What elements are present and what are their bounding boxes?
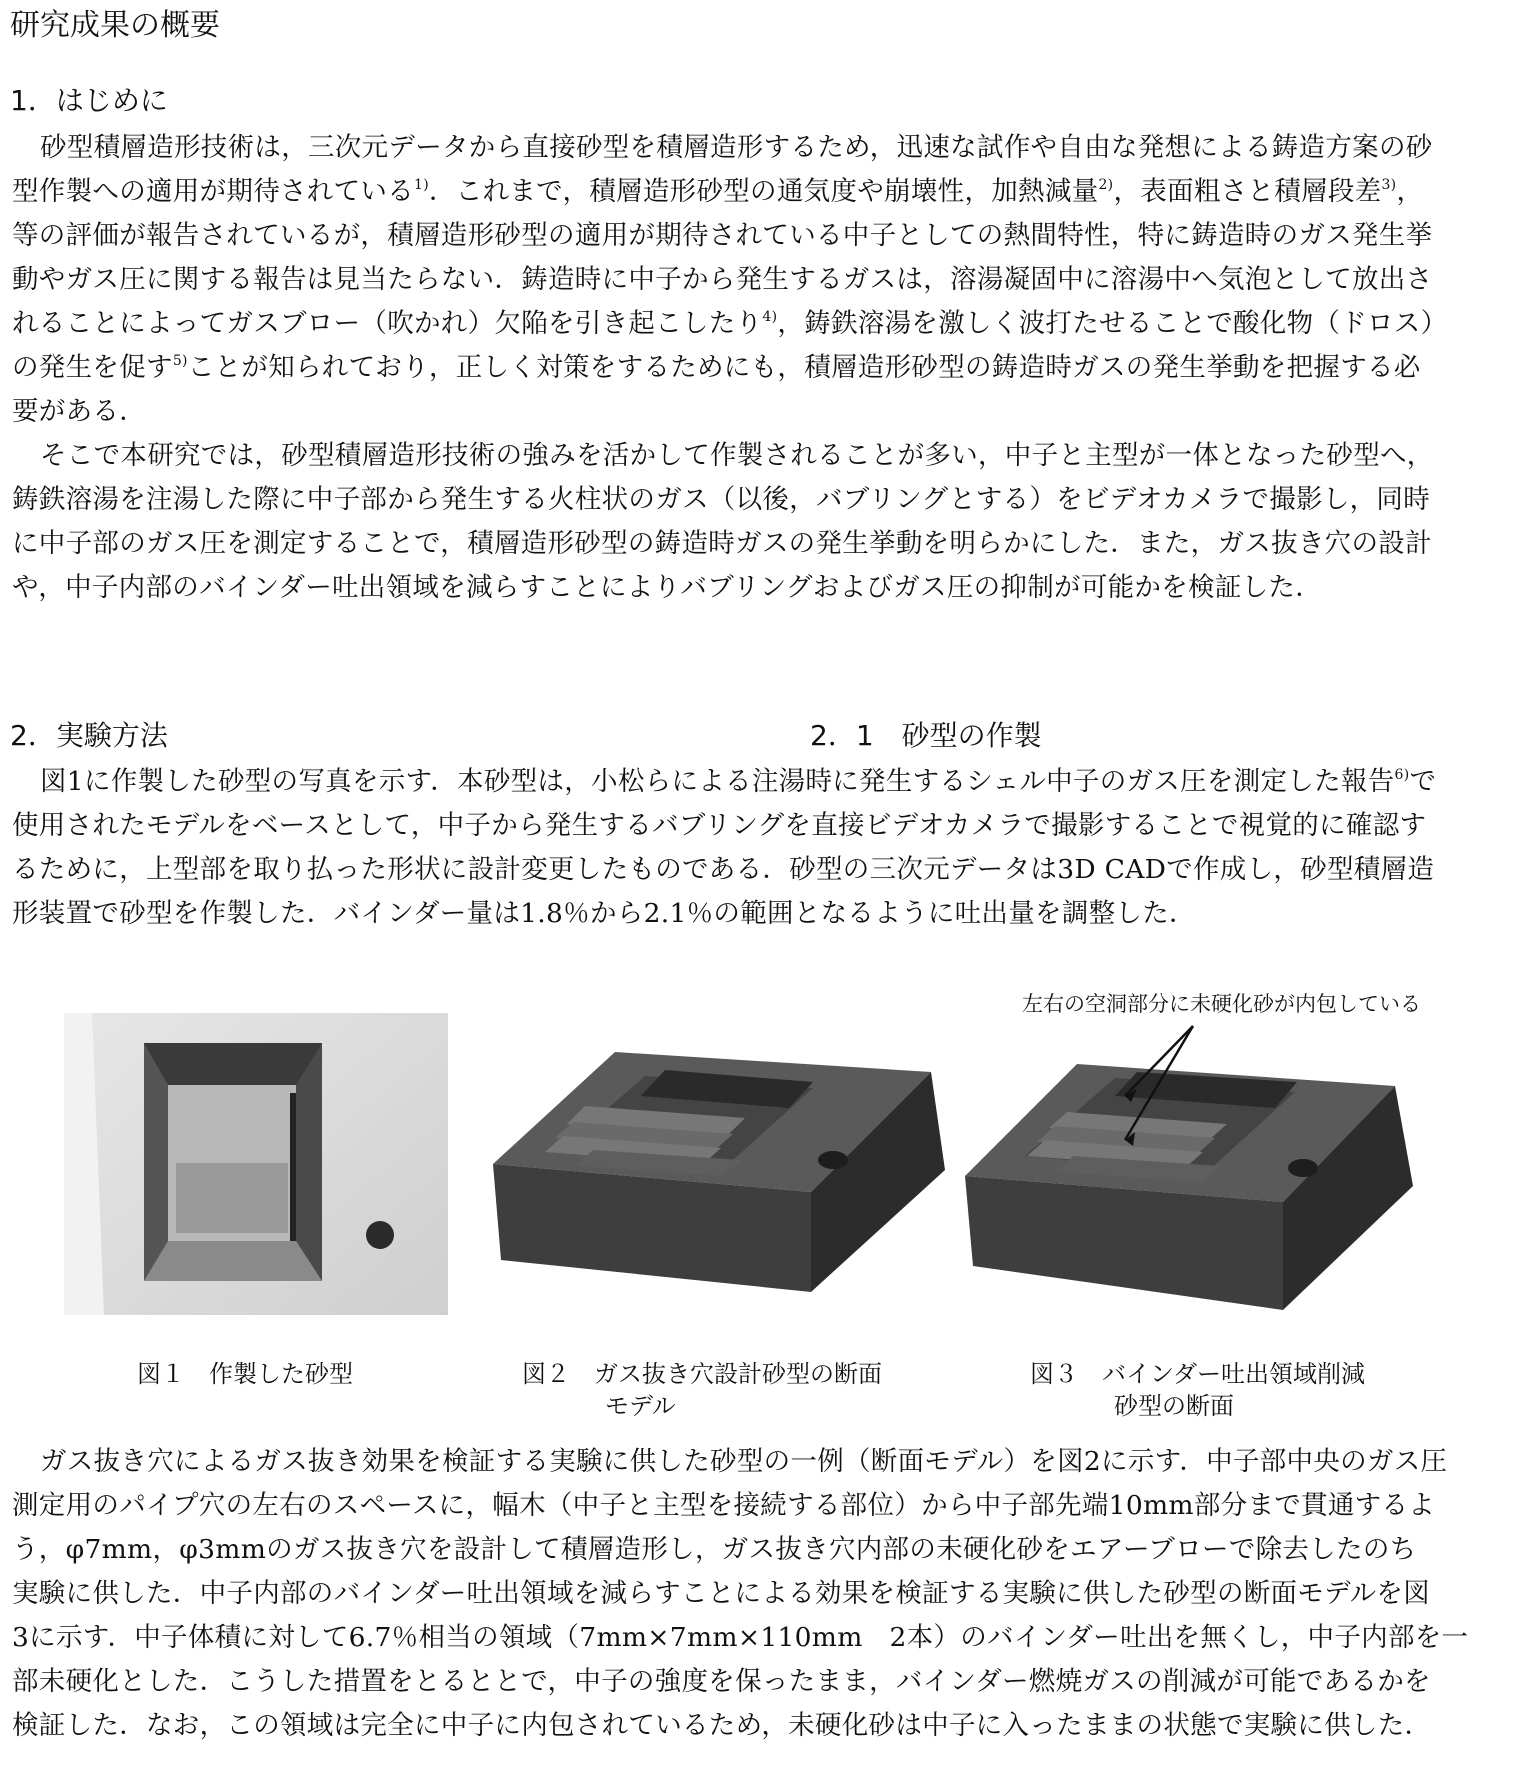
reference-mark: 6): [1394, 767, 1410, 783]
text-line: 等の評価が報告されているが，積層造形砂型の適用が期待されている中子としての熱間特性，特に鋳造時のガス発生挙: [12, 220, 1433, 251]
text-line: 3に示す．中子体積に対して6.7％相当の領域（7mm×7mm×110mm 2本）のバインダー吐出を無くし，中子内部を一: [12, 1622, 1469, 1653]
reference-mark: 3): [1381, 177, 1397, 193]
figure-1-caption: 図１ 作製した砂型: [137, 1360, 353, 1388]
section-heading-introduction: 1．はじめに: [10, 84, 168, 117]
reference-mark: 2): [1098, 177, 1114, 193]
page-title: 研究成果の概要: [10, 8, 220, 43]
figure-2-caption: 図２ ガス抜き穴設計砂型の断面: [522, 1360, 882, 1388]
reference-mark: 4): [762, 309, 778, 325]
text-line: るために，上型部を取り払った形状に設計変更したものである．砂型の三次元データは3D CADで作成し，砂型積層造: [12, 854, 1435, 885]
text-line: そこで本研究では，砂型積層造形技術の強みを活かして作製されることが多い，中子と主型が一体となった砂型へ，: [40, 440, 1434, 471]
text-line: 測定用のパイプ穴の左右のスペースに，幅木（中子と主型を接続する部位）から中子部先端10mm部分まで貫通するよ: [12, 1490, 1436, 1521]
figure-2-gas-vent-model: [493, 1042, 953, 1302]
text-line: の発生を促す$^{5)}$ことが知られており，正しく対策をするためにも，積層造形砂型の鋳造時ガスの発生挙動を把握する必: [12, 352, 1421, 383]
text-line: 検証した．なお，この領域は完全に中子に内包されているため，未硬化砂は中子に入ったままの状態で実験に供した．: [12, 1710, 1432, 1741]
text-line: 図1に作製した砂型の写真を示す．本砂型は，小松らによる注湯時に発生するシェル中子のガス圧を測定した報告$^{6)}$で: [40, 766, 1437, 797]
text-line: れることによってガスブロー（吹かれ）欠陥を引き起こしたり$^{4)}$，鋳鉄溶湯を激しく波打たせることで酸化物（ドロス）: [12, 308, 1448, 339]
text-line: ガス抜き穴によるガス抜き効果を検証する実験に供した砂型の一例（断面モデル）を図2に示す．中子部中央のガス圧: [40, 1446, 1448, 1477]
figure-3-caption: 図３ バインダー吐出領域削減: [1030, 1360, 1366, 1388]
figure-1-photo: [64, 1013, 448, 1315]
text-line: に中子部のガス圧を測定することで，積層造形砂型の鋳造時ガスの発生挙動を明らかにした．また，ガス抜き穴の設計: [12, 528, 1432, 559]
reference-mark: 5): [172, 353, 188, 369]
text-line: や，中子内部のバインダー吐出領域を減らすことによりバブリングおよびガス圧の抑制が可能かを検証した．: [12, 572, 1323, 603]
method-paragraph-1: [12, 760, 1527, 936]
method-paragraph-2: [12, 1440, 1527, 1748]
figure-2-caption-line2: モデル: [605, 1392, 676, 1420]
section-heading-method: 2．実験方法: [10, 719, 168, 752]
figure-3-reduced-binder-model: [965, 1016, 1435, 1316]
text-line: 要がある．: [12, 396, 146, 427]
text-line: 鋳鉄溶湯を注湯した際に中子部から発生する火柱状のガス（以後，バブリングとする）をビデオカメラで撮影し，同時: [12, 484, 1431, 515]
intro-paragraph-2: [12, 434, 1527, 610]
text-line: 使用されたモデルをベースとして，中子から発生するバブリングを直接ビデオカメラで撮影することで視覚的に確認す: [12, 810, 1427, 841]
figure-3-annotation: 左右の空洞部分に未硬化砂が内包している: [1022, 992, 1421, 1016]
text-line: 部未硬化とした．こうした措置をとるととで，中子の強度を保ったまま，バインダー燃焼ガスの削減が可能であるかを: [12, 1666, 1431, 1697]
text-line: 実験に供した．中子内部のバインダー吐出領域を減らすことによる効果を検証する実験に供した砂型の断面モデルを図: [12, 1578, 1431, 1609]
text-line: 型作製への適用が期待されている$^{1)}$．これまで，積層造形砂型の通気度や崩壊性，加熱減量$^{2)}$，表面粗さと積層段差$^{3)}$，: [12, 176, 1424, 207]
subsection-heading-mold: 2．1 砂型の作製: [810, 719, 1042, 752]
reference-mark: 1): [414, 177, 429, 193]
text-line: う，φ7mm，φ3mmのガス抜き穴を設計して積層造形し，ガス抜き穴内部の未硬化砂をエアーブローで除去したのち: [12, 1534, 1417, 1565]
figure-3-caption-line2: 砂型の断面: [1114, 1392, 1234, 1420]
text-line: 動やガス圧に関する報告は見当たらない．鋳造時に中子から発生するガスは，溶湯凝固中に溶湯中へ気泡として放出さ: [12, 264, 1433, 295]
text-line: 砂型積層造形技術は，三次元データから直接砂型を積層造形するため，迅速な試作や自由な発想による鋳造方案の砂: [40, 132, 1433, 163]
text-line: 形装置で砂型を作製した．バインダー量は1.8％から2.1％の範囲となるように吐出量を調整した．: [12, 898, 1196, 929]
intro-paragraph-1: [12, 126, 1527, 434]
